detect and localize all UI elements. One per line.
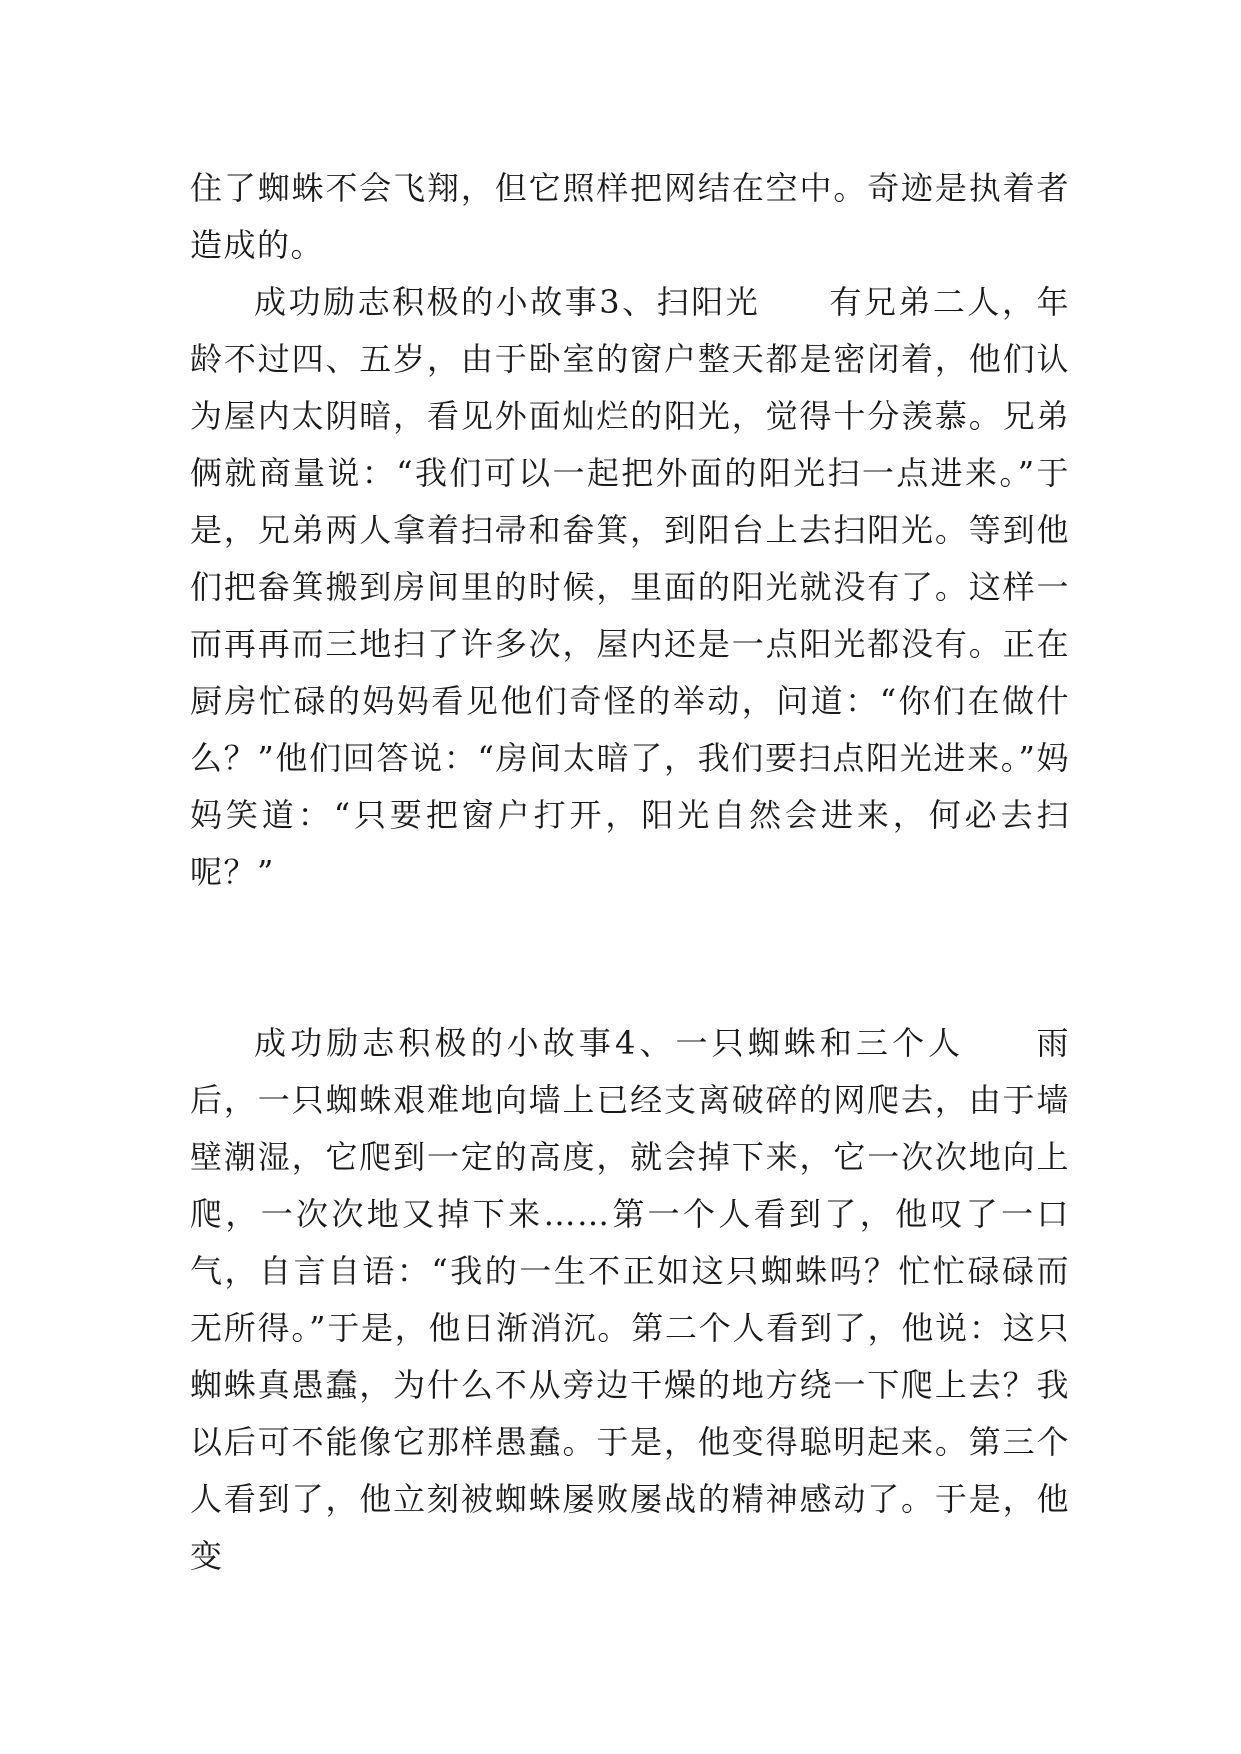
story-title: 成功励志积极的小故事4、一只蜘蛛和三个人 <box>254 1024 965 1062</box>
story-body: 雨后，一只蜘蛛艰难地向墙上已经支离破碎的网爬去，由于墙壁潮湿，它爬到一定的高度，就会掉下来，它一次次地向上爬，一次次地又掉下来……第一个人看到了，他叹了一口气，自言自语：“我的一生不正如这只蜘蛛吗？忙忙碌碌而无所得。”于是，他日渐消沉。第二个人看到了，他说：这只蜘蛛真愚蠢，为什么不从旁边干燥的地方绕一下爬上去？我以后可不能像它那样愚蠢。于是，他变得聪明起来。第三个人看到了，他立刻被蜘蛛屡败屡战的精神感动了。于是，他变 <box>190 1024 1070 1575</box>
title-separator <box>760 283 829 321</box>
paragraph-text: 住了蜘蛛不会飞翔，但它照样把网结在空中。奇迹是执着者造成的。 <box>190 169 1070 264</box>
title-separator <box>964 1024 1036 1062</box>
paragraph-story-3 <box>190 274 1070 901</box>
story-title: 成功励志积极的小故事3、扫阳光 <box>254 283 761 321</box>
story-body: 有兄弟二人，年龄不过四、五岁，由于卧室的窗户整天都是密闭着，他们认为屋内太阴暗，看见外面灿烂的阳光，觉得十分羡慕。兄弟俩就商量说：“我们可以一起把外面的阳光扫一点进来。”于是，兄弟两人拿着扫帚和畚箕，到阳台上去扫阳光。等到他们把畚箕搬到房间里的时候，里面的阳光就没有了。这样一而再再而三地扫了许多次，屋内还是一点阳光都没有。正在厨房忙碌的妈妈看见他们奇怪的举动，问道：“你们在做什么？”他们回答说：“房间太暗了，我们要扫点阳光进来。”妈妈笑道：“只要把窗户打开，阳光自然会进来，何必去扫呢？” <box>190 283 1070 891</box>
document-page <box>190 160 1070 1585</box>
paragraph-continuation <box>190 160 1070 274</box>
paragraph-story-4 <box>190 1015 1070 1585</box>
